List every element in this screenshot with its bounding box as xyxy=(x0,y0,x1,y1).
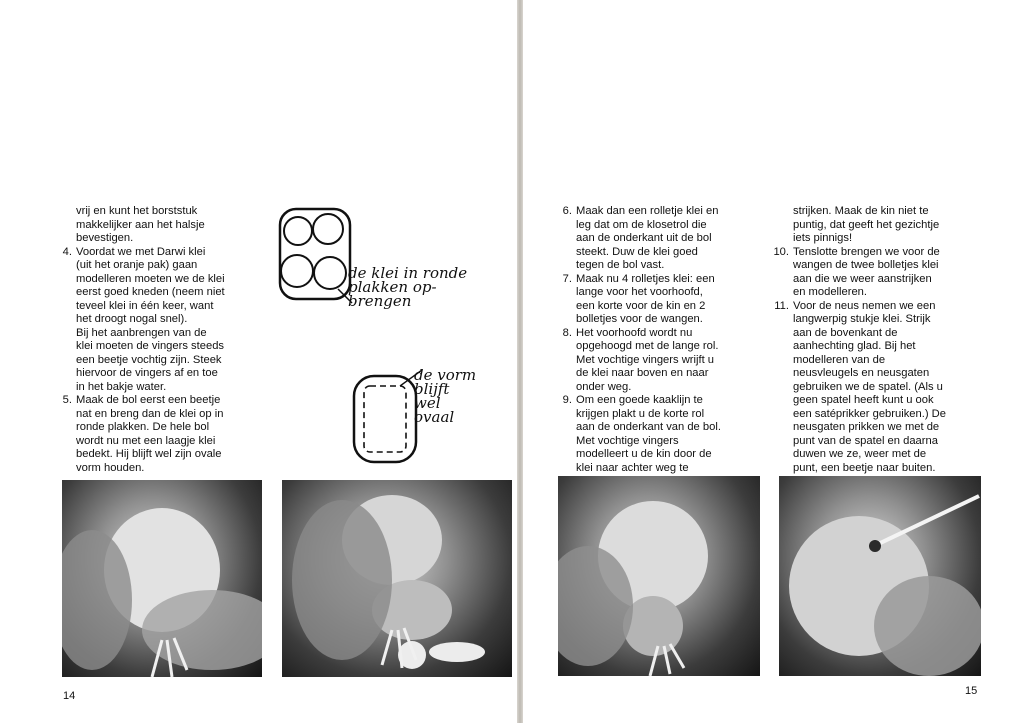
step-8 xyxy=(558,327,768,395)
left-text-column xyxy=(58,205,268,475)
step-text: Om een goede kaaklijn te krijgen plakt u de korte rol aan de onderkant van de bol. Met vochtige vingers modelleert u de kin door de klei naar achter weg te xyxy=(576,394,721,474)
step-number: 6. xyxy=(562,205,572,217)
step-text: Voor de neus nemen we een langwerpig stukje klei. Strijk aan de bovenkant de aanhechting glad. Bij het modelleren van de neusvleugels en neusgaten gebruiken we de spatel. (Als u geen spatel heeft kunt u ook een satéprikker gebruiken.) De neusgaten prikken we met de punt van de spatel en daarna duwen we ze, weer met de punt, een beetje naar buiten. xyxy=(793,299,946,474)
step-text: Voordat we met Darwi klei (uit het oranje pak) gaan modelleren moeten we de klei eerst goed kneden (neem niet teveel klei in één keer, want het droogt nogal snel). Bij het aanbrengen van de klei moeten de vingers steeds een beetje vochtig zijn. Steek hiervoor de vingers af en toe in het bakje water. xyxy=(76,245,225,393)
step-9 xyxy=(558,394,768,475)
step-11 xyxy=(775,300,990,476)
annotation-round-patches: de klei in ronde plakken op- brengen xyxy=(348,264,468,310)
photo-clay-ball-hands xyxy=(62,480,262,677)
step-text: Tenslotte brengen we voor de wangen de twee bolletjes klei aan die we weer aanstrijken en modelleren. xyxy=(793,245,940,298)
step-number: 5. xyxy=(62,394,72,406)
right-text-column-2 xyxy=(775,205,990,475)
right-text-column-1 xyxy=(558,205,768,475)
page-number-right: 15 xyxy=(965,685,978,697)
step-number: 7. xyxy=(562,272,572,285)
right-page xyxy=(523,0,1024,723)
intro-text: vrij en kunt het borststuk makkelijker aan het halsje bevestigen. xyxy=(76,205,205,244)
step-7 xyxy=(558,273,768,327)
step-10 xyxy=(775,246,990,300)
step-number: 4. xyxy=(62,245,72,258)
step-number: 10. xyxy=(773,245,789,258)
photo-nose-spatula xyxy=(779,476,981,676)
step-text: Maak de bol eerst een beetje nat en breng dan de klei op in ronde plakken. De hele bol wordt nu met een laagje klei bedekt. Hij blijft wel zijn ovale vorm houden. xyxy=(76,394,224,474)
step-5 xyxy=(58,394,268,475)
step-text: Maak dan een rolletje klei en leg dat om de klosetrol die aan de onderkant uit de bol steekt. Duw de klei goed tegen de bol vast. xyxy=(576,205,719,271)
clay-patches-sketch-icon xyxy=(276,205,356,305)
step-number: 9. xyxy=(562,394,572,406)
step-4 xyxy=(58,246,268,395)
step-6 xyxy=(558,205,768,273)
step-text: Maak nu 4 rolletjes klei: een lange voor het voorhoofd, een korte voor de kin en 2 bolletjes voor de wangen. xyxy=(576,272,715,325)
step-number: 8. xyxy=(562,326,572,339)
photo-modelling-forehead xyxy=(558,476,760,676)
step-text: Het voorhoofd wordt nu opgehoogd met de lange rol. Met vochtige vingers wrijft u de klei naar boven en naar onder weg. xyxy=(576,326,719,393)
photo-clay-figure-hands xyxy=(282,480,512,677)
annotation-oval-form: de vorm blijft wel ovaal xyxy=(414,366,477,426)
step-9-continuation: strijken. Maak de kin niet te puntig, dat geeft het gezichtje iets pinnigs! xyxy=(793,205,940,244)
page-number-left: 14 xyxy=(63,690,76,702)
step-number: 11. xyxy=(774,299,789,312)
